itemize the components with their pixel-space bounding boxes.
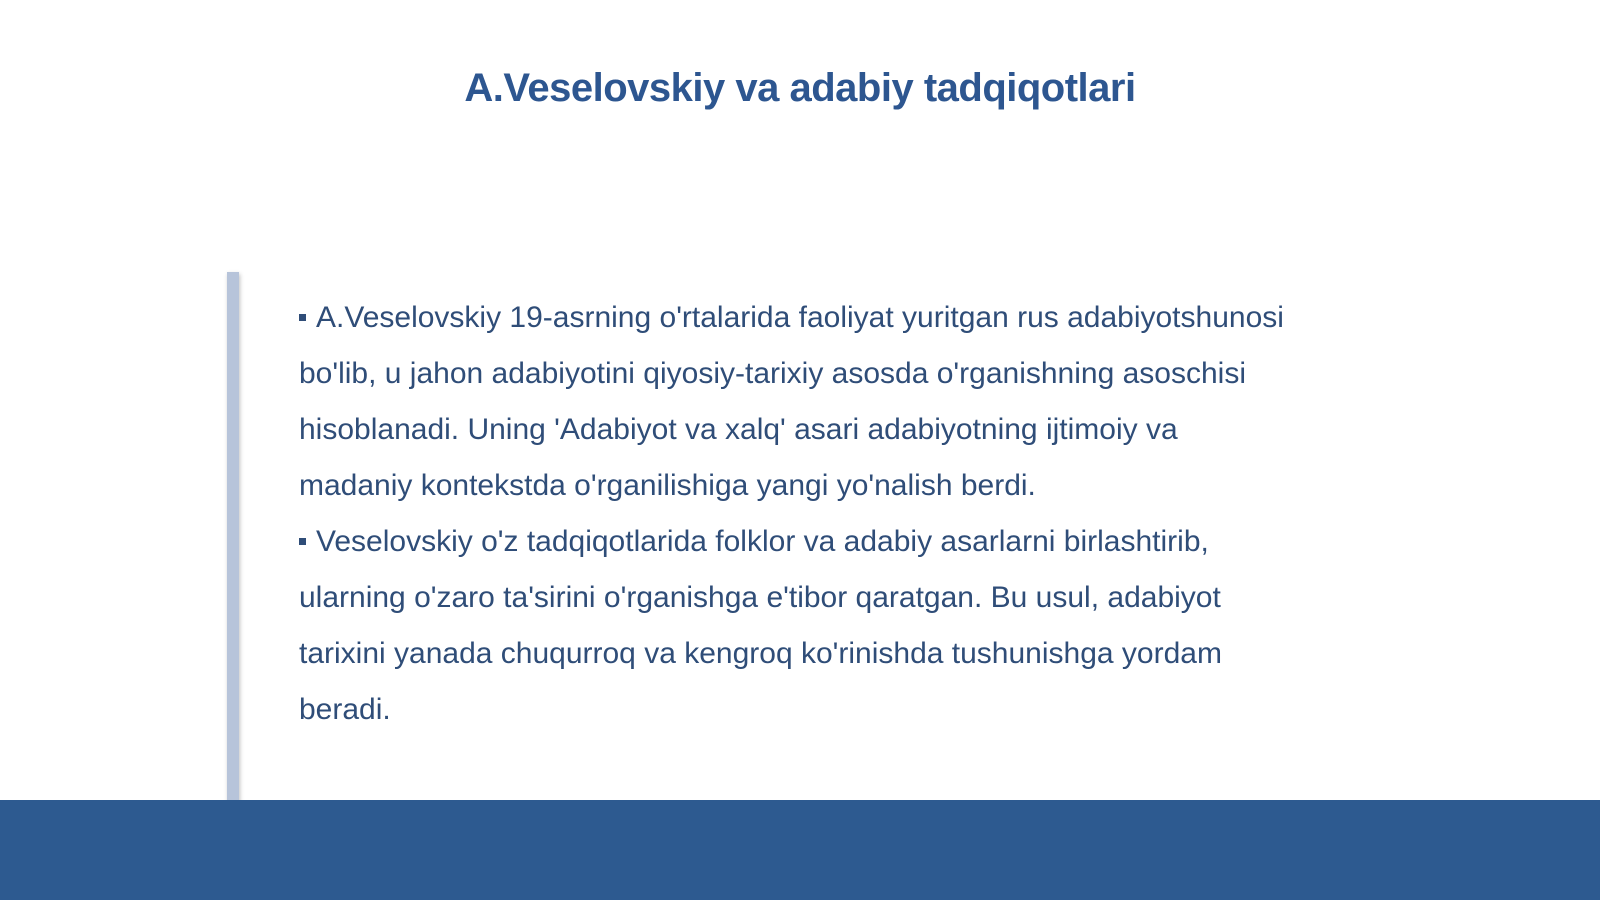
bullet-list xyxy=(299,290,1299,738)
bullet-text: Veselovskiy o'z tadqiqotlarida folklor va adabiy asarlarni birlashtirib, ularning o'zaro ta'sirini o'rganishga e'tibor qaratgan. Bu usul, adabiyot tarixini yanada chuqurroq va kengroq ko'rinishda tushunishga yordam beradi. xyxy=(299,525,1222,726)
bullet-text: A.Veselovskiy 19-asrning o'rtalarida faoliyat yuritgan rus adabiyotshunosi bo'lib, u jahon adabiyotini qiyosiy-tarixiy asosda o'rganishning asoschisi hisoblanadi. Uning 'Adabiyot va xalq' asari adabiyotning ijtimoiy va madaniy kontekstda o'rganilishiga yangi yo'nalish berdi. xyxy=(299,301,1284,502)
bottom-band xyxy=(0,800,1600,900)
bullet-square-icon xyxy=(299,538,306,545)
vertical-accent-bar xyxy=(227,272,239,837)
slide-title: A.Veselovskiy va adabiy tadqiqotlari xyxy=(464,66,1136,110)
bullet-square-icon xyxy=(299,314,306,321)
bullet-item xyxy=(299,290,1299,514)
bullet-item xyxy=(299,514,1299,738)
